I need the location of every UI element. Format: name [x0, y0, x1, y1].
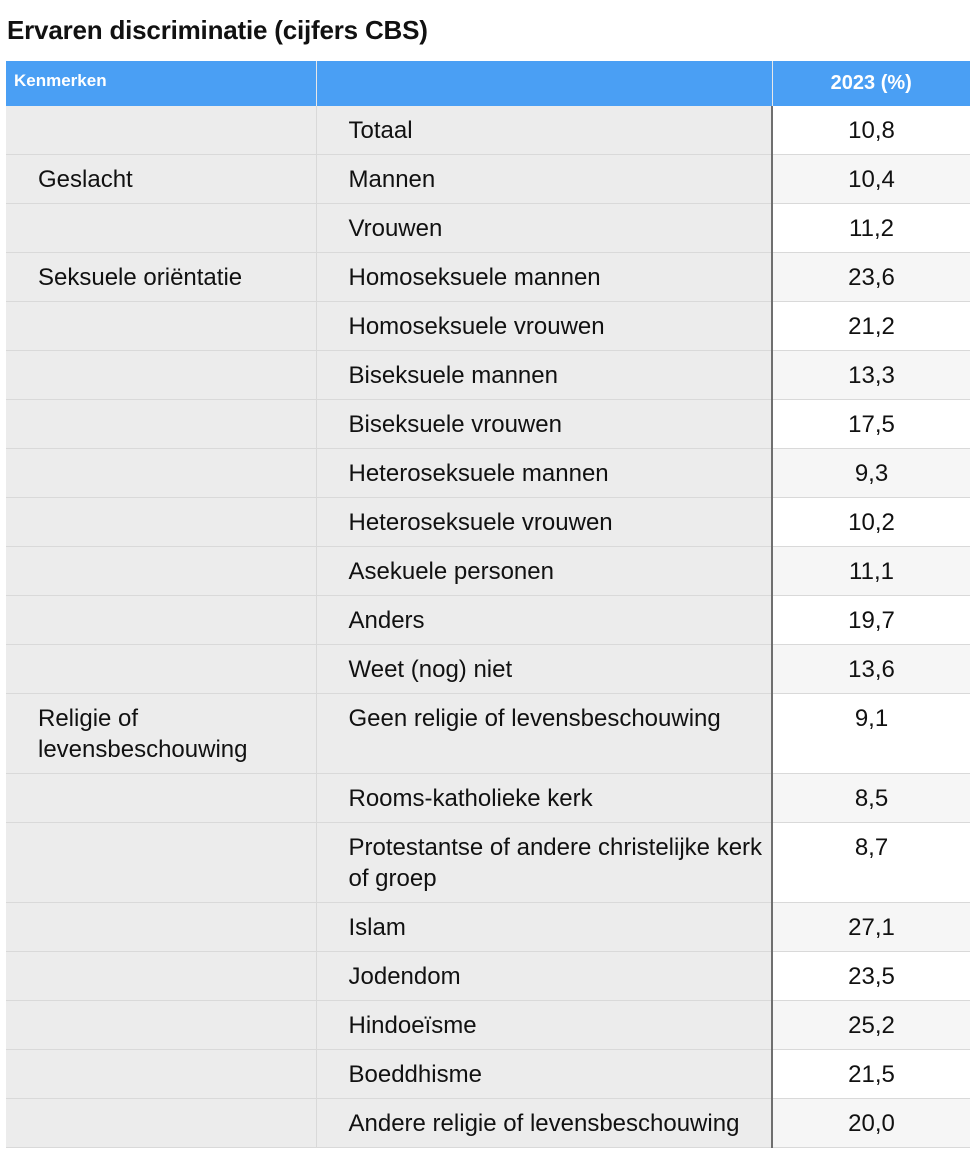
row-subcategory: Biseksuele vrouwen — [316, 400, 772, 449]
table-row — [6, 1099, 970, 1148]
table-row — [6, 952, 970, 1001]
row-category — [6, 823, 316, 903]
row-value: 13,3 — [772, 351, 970, 400]
table-row — [6, 106, 970, 155]
table-row — [6, 694, 970, 774]
row-subcategory: Rooms-katholieke kerk — [316, 774, 772, 823]
header-year: 2023 (%) — [772, 61, 970, 106]
row-value: 13,6 — [772, 645, 970, 694]
row-category — [6, 1050, 316, 1099]
table-row — [6, 903, 970, 952]
row-value: 25,2 — [772, 1001, 970, 1050]
table-row — [6, 449, 970, 498]
row-subcategory: Weet (nog) niet — [316, 645, 772, 694]
page-title: Ervaren discriminatie (cijfers CBS) — [7, 15, 428, 45]
row-value: 23,6 — [772, 253, 970, 302]
table-body — [6, 106, 970, 1148]
row-subcategory: Anders — [316, 596, 772, 645]
row-category — [6, 400, 316, 449]
row-category — [6, 1099, 316, 1148]
row-subcategory: Totaal — [316, 106, 772, 155]
row-subcategory: Vrouwen — [316, 204, 772, 253]
table-row — [6, 547, 970, 596]
row-value: 10,4 — [772, 155, 970, 204]
table-row — [6, 253, 970, 302]
table-row — [6, 645, 970, 694]
table-row — [6, 204, 970, 253]
row-value: 9,3 — [772, 449, 970, 498]
table-row — [6, 155, 970, 204]
row-subcategory: Islam — [316, 903, 772, 952]
row-category — [6, 449, 316, 498]
row-value: 20,0 — [772, 1099, 970, 1148]
row-subcategory: Hindoeïsme — [316, 1001, 772, 1050]
row-value: 19,7 — [772, 596, 970, 645]
row-subcategory: Asekuele personen — [316, 547, 772, 596]
row-subcategory: Geen religie of levensbeschouwing — [316, 694, 772, 774]
row-category — [6, 774, 316, 823]
table-row — [6, 1001, 970, 1050]
row-value: 8,5 — [772, 774, 970, 823]
data-table — [6, 61, 970, 1148]
row-category: Religie of levensbeschouwing — [6, 694, 316, 774]
table-row — [6, 1050, 970, 1099]
row-value: 9,1 — [772, 694, 970, 774]
row-value: 11,1 — [772, 547, 970, 596]
row-category — [6, 204, 316, 253]
table-row — [6, 596, 970, 645]
header-subcategory — [316, 61, 772, 106]
row-value: 10,8 — [772, 106, 970, 155]
row-subcategory: Mannen — [316, 155, 772, 204]
row-category — [6, 903, 316, 952]
row-category — [6, 498, 316, 547]
row-value: 21,5 — [772, 1050, 970, 1099]
row-category: Geslacht — [6, 155, 316, 204]
row-subcategory: Jodendom — [316, 952, 772, 1001]
row-value: 10,2 — [772, 498, 970, 547]
table-row — [6, 774, 970, 823]
row-value: 27,1 — [772, 903, 970, 952]
row-value: 17,5 — [772, 400, 970, 449]
row-subcategory: Heteroseksuele vrouwen — [316, 498, 772, 547]
row-subcategory: Homoseksuele mannen — [316, 253, 772, 302]
row-category — [6, 596, 316, 645]
table-header-row — [6, 61, 970, 106]
table-row — [6, 823, 970, 903]
row-value: 21,2 — [772, 302, 970, 351]
row-value: 11,2 — [772, 204, 970, 253]
row-subcategory: Boeddhisme — [316, 1050, 772, 1099]
row-category — [6, 645, 316, 694]
row-category — [6, 547, 316, 596]
row-subcategory: Heteroseksuele mannen — [316, 449, 772, 498]
row-subcategory: Biseksuele mannen — [316, 351, 772, 400]
row-subcategory: Homoseksuele vrouwen — [316, 302, 772, 351]
row-category — [6, 1001, 316, 1050]
table-row — [6, 498, 970, 547]
row-subcategory: Andere religie of levensbeschouwing — [316, 1099, 772, 1148]
row-category — [6, 302, 316, 351]
row-category: Seksuele oriëntatie — [6, 253, 316, 302]
table-row — [6, 400, 970, 449]
table-row — [6, 302, 970, 351]
row-category — [6, 106, 316, 155]
row-value: 8,7 — [772, 823, 970, 903]
header-kenmerken: Kenmerken — [6, 61, 316, 106]
row-category — [6, 351, 316, 400]
row-value: 23,5 — [772, 952, 970, 1001]
row-subcategory: Protestantse of andere christelijke kerk of groep — [316, 823, 772, 903]
row-category — [6, 952, 316, 1001]
table-row — [6, 351, 970, 400]
